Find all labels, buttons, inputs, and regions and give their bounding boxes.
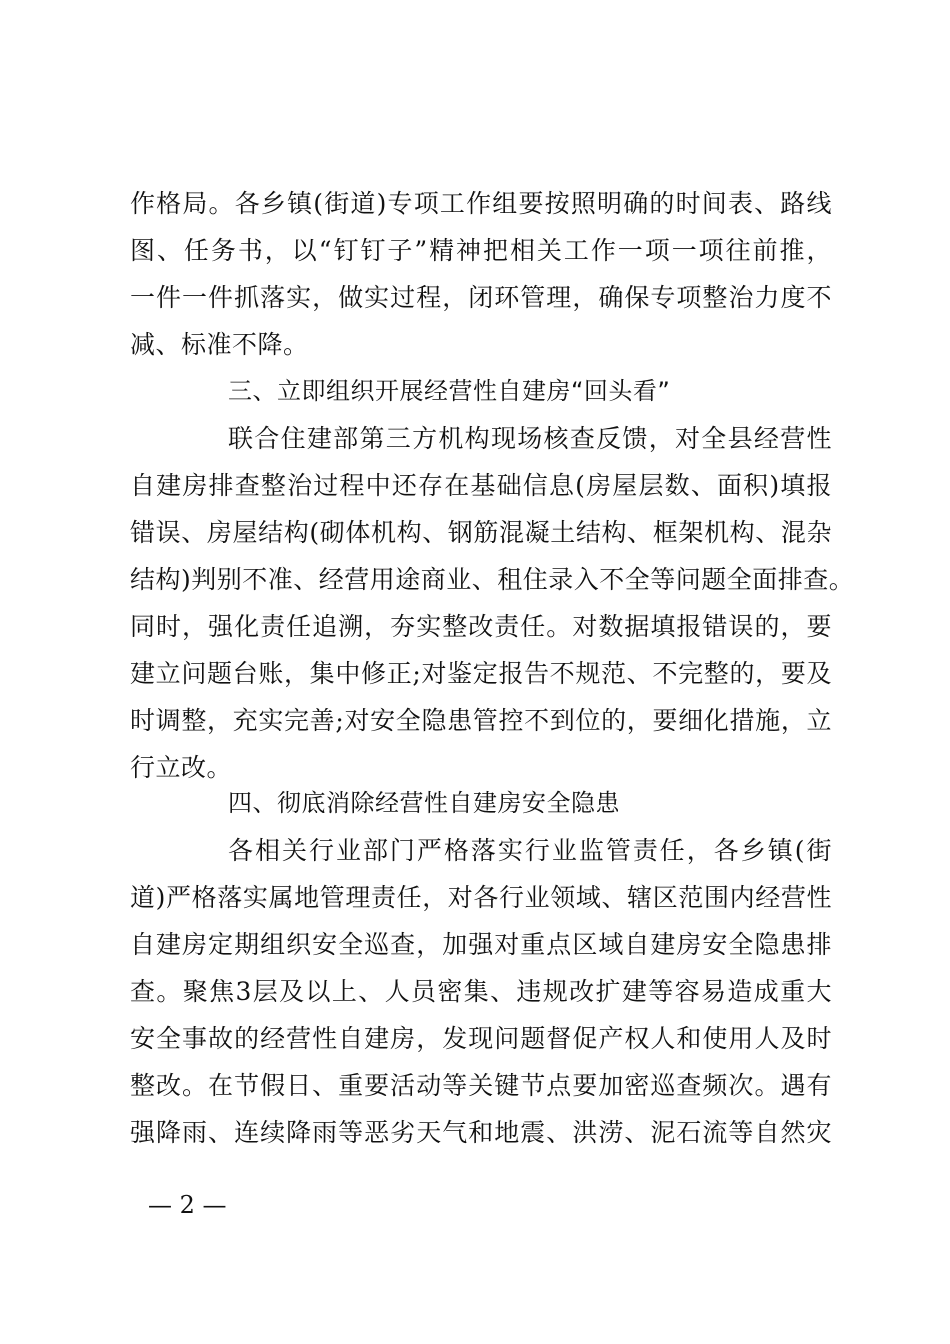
section-3-line-8: 行立改。 [130,753,233,782]
intro-line-2: 图、任务书，以“钉钉子”精神把相关工作一项一项往前推， [130,236,832,265]
section-4-line-3: 自建房定期组织安全巡查，加强对重点区域自建房安全隐患排 [130,930,832,959]
section-3-line-1: 联合住建部第三方机构现场核查反馈，对全县经营性 [228,424,832,453]
intro-line-3: 一件一件抓落实，做实过程，闭环管理，确保专项整治力度不 [130,283,832,312]
intro-paragraph [130,180,832,368]
section-3-line-5: 同时，强化责任追溯，夯实整改责任。对数据填报错误的，要 [130,612,832,641]
section-4-line-5: 安全事故的经营性自建房，发现问题督促产权人和使用人及时 [130,1024,832,1053]
section-4-line-7: 强降雨、连续降雨等恶劣天气和地震、洪涝、泥石流等自然灾 [130,1118,832,1147]
section-4-line-6: 整改。在节假日、重要活动等关键节点要加密巡查频次。遇有 [130,1071,832,1100]
section-4-line-1: 各相关行业部门严格落实行业监管责任，各乡镇(街 [228,836,832,865]
section-3-line-7: 时调整，充实完善;对安全隐患管控不到位的，要细化措施，立 [130,706,832,735]
section-4 [130,780,832,1156]
section-3-line-2: 自建房排查整治过程中还存在基础信息(房屋层数、面积)填报 [130,471,832,500]
intro-line-4: 减、标准不降。 [130,330,309,359]
intro-line-1: 作格局。各乡镇(街道)专项工作组要按照明确的时间表、路线 [130,189,832,218]
section-4-line-4: 查。聚焦3层及以上、人员密集、违规改扩建等容易造成重大 [130,977,832,1006]
section-4-line-2: 道)严格落实属地管理责任，对各行业领域、辖区范围内经营性 [130,883,832,912]
section-3-line-6: 建立问题台账，集中修正;对鉴定报告不规范、不完整的，要及 [130,659,832,688]
section-3-line-4: 结构)判别不准、经营用途商业、租住录入不全等问题全面排查。 [130,565,855,594]
page-number: — 2 — [148,1191,227,1219]
section-3-line-3: 错误、房屋结构(砌体机构、钢筋混凝土结构、框架机构、混杂 [130,518,832,547]
section-3 [130,368,855,791]
section-3-heading: 三、立即组织开展经营性自建房“回头看” [228,377,671,405]
section-4-heading: 四、彻底消除经营性自建房安全隐患 [228,789,620,817]
